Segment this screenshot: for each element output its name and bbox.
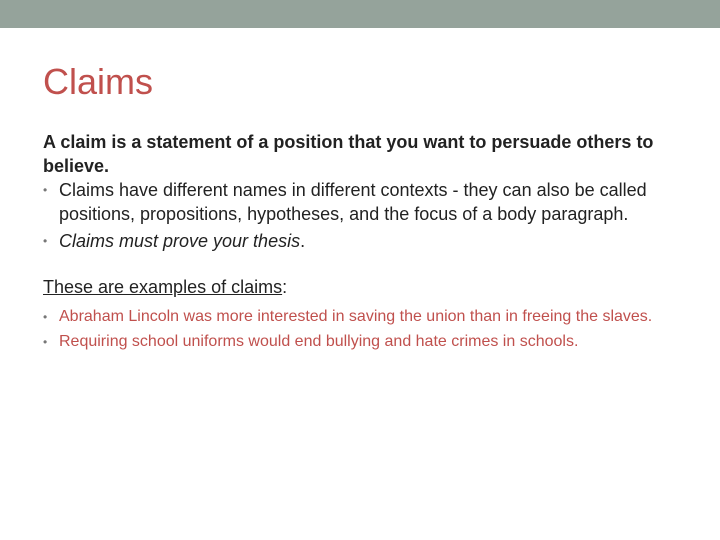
bullet-text: Claims must prove your thesis <box>59 231 301 251</box>
list-item <box>43 307 683 327</box>
bullet-icon: • <box>43 234 48 248</box>
bullet-icon: • <box>43 310 48 324</box>
example-text: Requiring school uniforms would end bullying and hate crimes in schools. <box>59 333 579 350</box>
intro-text: A claim is a statement of a position that you want to persuade others to believe. <box>43 132 654 176</box>
slide-body <box>43 130 683 352</box>
top-bar <box>0 0 720 28</box>
list-item <box>43 229 683 253</box>
bullet-icon: • <box>43 183 48 197</box>
bullet-icon: • <box>43 335 48 349</box>
bullet-text-suffix: . <box>300 231 306 251</box>
bullet-text: Claims have different names in different contexts - they can also be called positions, propositions, hypotheses, and the focus of a body paragraph. <box>59 180 647 224</box>
examples-heading-suffix: : <box>282 277 288 297</box>
examples-heading-text: These are examples of claims <box>43 277 283 297</box>
examples-heading <box>43 275 683 299</box>
slide-title: Claims <box>43 61 154 102</box>
examples-bullet-list <box>43 307 683 352</box>
claims-bullet-list <box>43 178 683 253</box>
example-text: Abraham Lincoln was more interested in saving the union than in freeing the slaves. <box>59 308 653 325</box>
list-item <box>43 178 683 226</box>
list-item <box>43 332 683 352</box>
